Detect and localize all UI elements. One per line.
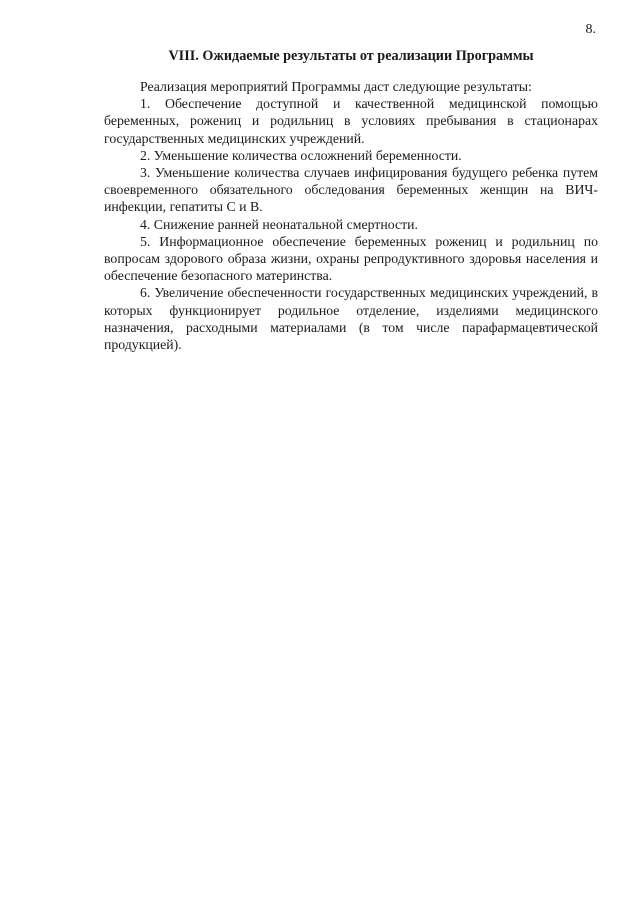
result-item-1: 1. Обеспечение доступной и качественной медицинской помощью беременных, рожениц и родильниц в условиях пребывания в стационарах государственных медицинских учреждений.: [104, 96, 598, 146]
result-item-4: 4. Снижение ранней неонатальной смертности.: [140, 216, 418, 232]
section-title: VIII. Ожидаемые результаты от реализации Программы: [168, 48, 534, 64]
section-content: [104, 46, 598, 353]
page-number: 8.: [585, 22, 596, 37]
result-item-5: 5. Информационное обеспечение беременных рожениц и родильниц по вопросам здорового образа жизни, охраны репродуктивного здоровья населения и обеспечение безопасного материнства.: [104, 233, 598, 284]
intro-paragraph: Реализация мероприятий Программы даст следующие результаты:: [140, 79, 532, 94]
result-item-6: 6. Увеличение обеспеченности государственных медицинских учреждений, в которых функционирует родильное отделение, изделиями медицинского назначения, расходными материалами (в том числе парафармацевтической продукцией).: [104, 285, 598, 353]
result-item-2: 2. Уменьшение количества осложнений беременности.: [140, 147, 462, 163]
result-item-3: 3. Уменьшение количества случаев инфицирования будущего ребенка путем своевременного обязательного обследования беременных женщин на ВИЧ-инфекции, гепатиты С и В.: [104, 165, 598, 215]
